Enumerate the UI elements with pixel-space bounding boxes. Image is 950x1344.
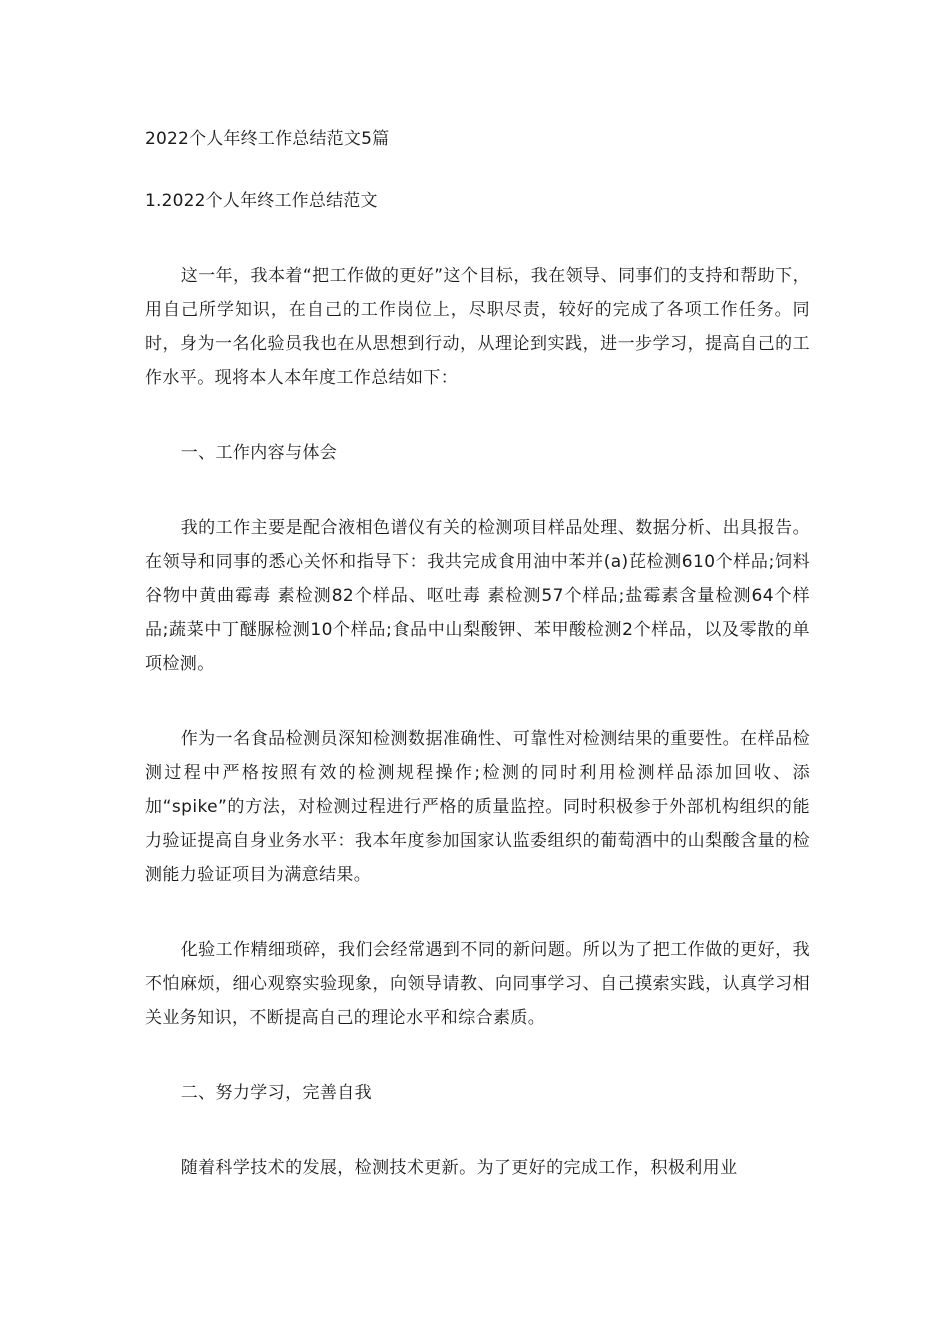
spacer (145, 892, 810, 933)
spacer (145, 681, 810, 722)
spacer (145, 218, 810, 259)
section1-paragraph-1: 我的工作主要是配合液相色谱仪有关的检测项目样品处理、数据分析、出具报告。在领导和同事的悉心关怀和指导下：我共完成食用油中苯并(a)芘检测610个样品;饲料谷物中黄曲霉毒 素检测82个样品、呕吐毒 素检测57个样品;盐霉素含量检测64个样品;蔬菜中丁醚脲检测10个样品;食品中山梨酸钾、苯甲酸检测2个样品，以及零散的单项检测。 (145, 518, 810, 674)
section2-paragraph-1: 随着科学技术的发展，检测技术更新。为了更好的完成工作，积极利用业 (180, 1158, 738, 1178)
section1-paragraph-2: 作为一名食品检测员深知检测数据准确性、可靠性对检测结果的重要性。在样品检测过程中严格按照有效的检测规程操作;检测的同时利用检测样品添加回收、添加“spike”的方法，对检测过程进行严格的质量监控。同时积极参于外部机构组织的能力验证提高自身业务水平：我本年度参加国家认监委组织的葡萄酒中的山梨酸含量的检测能力验证项目为满意结果。 (145, 729, 810, 885)
document-body (145, 122, 810, 1185)
document-title: 2022个人年终工作总结范文5篇 (145, 129, 390, 149)
document-subtitle: 1.2022个人年终工作总结范文 (145, 191, 378, 211)
spacer (145, 1110, 810, 1151)
section-heading-2: 二、努力学习，完善自我 (180, 1083, 373, 1103)
spacer (145, 1035, 810, 1076)
spacer (145, 395, 810, 436)
section-heading-1: 一、工作内容与体会 (180, 443, 338, 463)
spacer (145, 470, 810, 511)
intro-paragraph: 这一年，我本着“把工作做的更好”这个目标，我在领导、同事们的支持和帮助下，用自己所学知识，在自己的工作岗位上，尽职尽责，较好的完成了各项工作任务。同时，身为一名化验员我也在从思想到行动，从理论到实践，进一步学习，提高自己的工作水平。现将本人本年度工作总结如下： (145, 266, 810, 388)
section1-paragraph-3: 化验工作精细琐碎，我们会经常遇到不同的新问题。所以为了把工作做的更好，我不怕麻烦，细心观察实验现象，向领导请教、向同事学习、自己摸索实践，认真学习相关业务知识，不断提高自己的理论水平和综合素质。 (145, 940, 810, 1028)
